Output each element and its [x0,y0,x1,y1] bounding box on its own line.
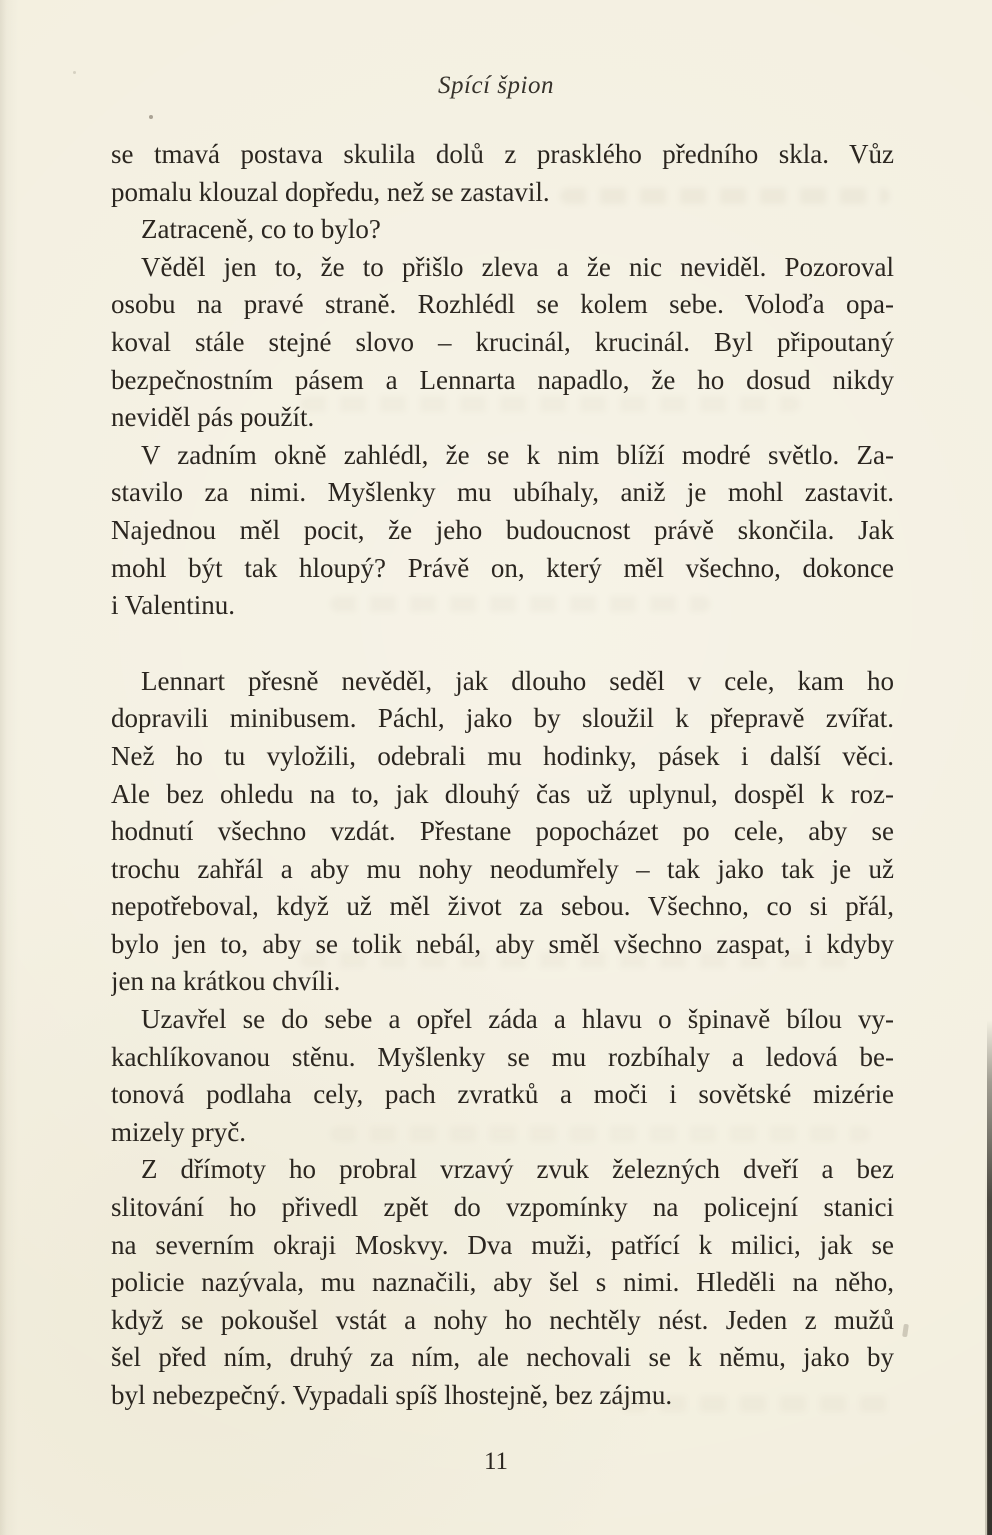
text-line: osobu na pravé straně. Rozhlédl se kolem sebe. Voloďa opa- [111,289,894,320]
text-line: slitování ho přivedl zpět do vzpomínky na policejní stanici [111,1192,894,1223]
text-line: Najednou měl pocit, že jeho budoucnost právě skončila. Jak [111,514,894,545]
text-line: V zadním okně zahlédl, že se k nim blíží modré světlo. Za- [141,439,894,470]
text-line: pomalu klouzal dopředu, než se zastavil. [111,176,550,207]
text-line: dopravili minibusem. Páchl, jako by sloužil k přepravě zvířat. [111,703,894,734]
text-line: Lennart přesně nevěděl, jak dlouho seděl v cele, kam ho [141,665,894,696]
text-line: na severním okraji Moskvy. Dva muži, patřící k milici, jak se [111,1229,894,1260]
paragraph [111,1001,894,1151]
text-line: jen na krátkou chvíli. [111,966,341,997]
text-line: kachlíkovanou stěnu. Myšlenky se mu rozbíhaly a ledová be- [111,1041,894,1072]
text-line: tonová podlaha cely, pach zvratků a moči i sovětské mizérie [111,1079,894,1110]
text-line: bezpečnostním pásem a Lennarta napadlo, že ho dosud nikdy [111,364,894,395]
text-line: když se pokoušel vstát a nohy ho nechtěly nést. Jeden z mužů [111,1304,894,1335]
text-line: Než ho tu vyložili, odebrali mu hodinky, pásek i další věci. [111,740,894,771]
text-line: mizely pryč. [111,1116,246,1147]
text-line: nepotřeboval, když už měl život za sebou. Všechno, co si přál, [111,891,894,922]
running-head-title: Spící špion [438,72,554,99]
text-line: i Valentinu. [111,590,235,621]
scan-speck [149,115,153,119]
paragraph [111,211,894,249]
paragraph [111,136,894,211]
text-line: Věděl jen to, že to přišlo zleva a že nic neviděl. Pozoroval [141,251,894,282]
paragraph [111,249,894,437]
text-line: se tmavá postava skulila dolů z prasklého předního skla. Vůz [111,139,894,169]
text-line: policie nazývala, mu naznačili, aby šel s nimi. Hleděli na něho, [111,1267,894,1298]
text-line: mohl být tak hloupý? Právě on, který měl všechno, dokonce [111,552,894,583]
paragraph [111,1151,894,1414]
text-block [111,136,894,1415]
text-line: stavilo za nimi. Myšlenky mu ubíhaly, aniž je mohl zastavit. [111,477,894,508]
text-line: bylo jen to, aby se tolik nebál, aby směl všechno zaspat, i kdyby [111,928,894,959]
page-number: 11 [483,1448,509,1475]
text-line: hodnutí všechno vzdát. Přestane popocházet po cele, aby se [111,816,894,847]
text-line: Ale bez ohledu na to, jak dlouhý čas už uplynul, dospěl k roz- [111,778,894,809]
scan-edge-shadow-soft [985,1150,988,1535]
text-line: Uzavřel se do sebe a opřel záda a hlavu o špinavě bílou vy- [141,1004,894,1035]
text-line: neviděl pás použít. [111,402,315,433]
text-line: šel před ním, druhý za ním, ale nechovali se k němu, jako by [111,1342,894,1373]
text-line: koval stále stejné slovo – krucinál, krucinál. Byl připoutaný [111,326,894,357]
paragraph [111,663,894,1001]
text-line: Z dřímoty ho probral vrzavý zvuk železných dveří a bez [141,1154,894,1185]
text-line: trochu zahřál a aby mu nohy neodumřely – tak jako tak je už [111,853,894,884]
text-line: byl nebezpečný. Vypadali spíš lhostejně, bez zájmu. [111,1380,673,1410]
text-line: Zatraceně, co to bylo? [141,214,381,245]
paragraph [111,437,894,625]
